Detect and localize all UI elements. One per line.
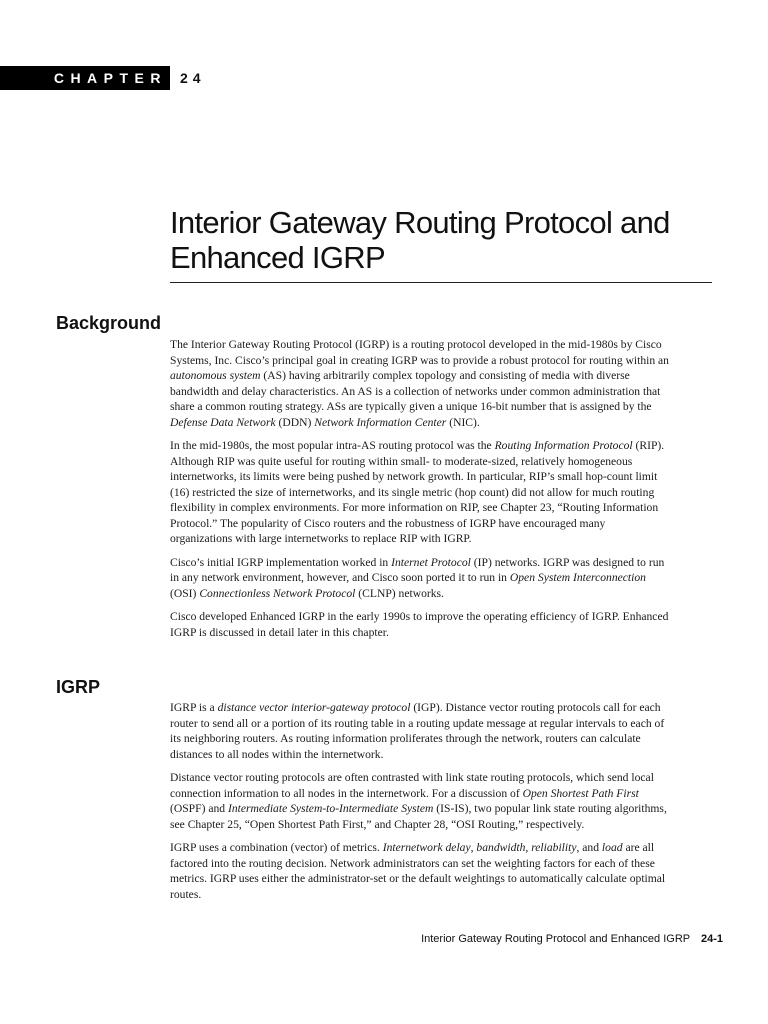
page-footer — [421, 933, 723, 945]
chapter-number: 24 — [180, 70, 206, 86]
emphasis-term: distance vector interior-gateway protocol — [217, 701, 411, 714]
emphasis-term: Network Information Center — [314, 415, 447, 429]
paragraph: Distance vector routing protocols are often contrasted with link state routing protocols, which send local connection information to all nodes in the internetwork. For a discussion of Open Shortest Path First (OSPF) and Intermediate System-to-Intermediate System (IS-IS), two popular link state routing algorithms, see Chapter 25, “Open Shortest Path First,” and Chapter 28, “OSI Routing,” respectively. — [170, 771, 667, 831]
footer-page-number: 24-1 — [700, 933, 723, 945]
paragraph: In the mid-1980s, the most popular intra-AS routing protocol was the Routing Information Protocol (RIP). Although RIP was quite useful for routing within small- to moderate-sized, relatively homogeneous internetworks, its limits were being pushed by network growth. In particular, RIP’s small hop-count limit (16) restricted the size of internetworks, and its single metric (hop count) did not allow for much routing flexibility in complex environments. For more information on RIP, see Chapter 23, “Routing Information Protocol.” The popularity of Cisco routers and the robustness of IGRP have encouraged many organizations with large internetworks to replace RIP with IGRP. — [170, 439, 665, 545]
footer-running-title: Interior Gateway Routing Protocol and Enhanced IGRP — [421, 933, 690, 945]
emphasis-term: Intermediate System-to-Intermediate System — [227, 802, 434, 815]
paragraph: Cisco developed Enhanced IGRP in the early 1990s to improve the operating efficiency of IGRP. Enhanced IGRP is discussed in detail later in this chapter. — [170, 610, 669, 639]
emphasis-term: Internetwork delay — [382, 841, 471, 854]
emphasis-term: Open System Interconnection — [509, 571, 646, 584]
chapter-label-bar — [0, 66, 170, 90]
paragraph: IGRP uses a combination (vector) of metrics. Internetwork delay, bandwidth, reliability, and load are all factored into the routing decision. Network administrators can set the weighting factors for each of these metrics. IGRP uses either the administrator-set or the default weightings to automatically calculate optimal routes. — [170, 841, 666, 901]
emphasis-term: bandwidth — [476, 841, 526, 854]
title-divider — [170, 282, 712, 283]
section-heading-igrp: IGRP — [56, 677, 101, 697]
paragraph: Cisco’s initial IGRP implementation worked in Internet Protocol (IP) networks. IGRP was designed to run in any network environment, however, and Cisco soon ported it to run in Open System Interconnection (OSI) Connectionless Network Protocol (CLNP) networks. — [170, 555, 665, 600]
emphasis-term: Open Shortest Path First — [522, 786, 639, 800]
section-body-background — [170, 337, 670, 648]
emphasis-term: Connectionless Network Protocol — [199, 586, 356, 600]
section-body-igrp — [170, 700, 670, 910]
section-heading-background: Background — [56, 313, 162, 333]
paragraph: IGRP is a distance vector interior-gateway protocol (IGP). Distance vector routing protocols call for each router to send all or a portion of its routing table in a routing update message at regular intervals to each of its neighboring routers. As routing information proliferates through the network, routers can calculate distances to all nodes within the internetwork. — [170, 701, 665, 761]
emphasis-term: autonomous system — [170, 369, 261, 382]
emphasis-term: reliability — [531, 841, 577, 854]
emphasis-term: Routing Information Protocol — [494, 439, 633, 452]
page-title — [170, 205, 730, 275]
page-title-line-1: Interior Gateway Routing Protocol and — [170, 205, 670, 240]
emphasis-term: Internet Protocol — [391, 555, 471, 569]
chapter-label: CHAPTER — [53, 70, 167, 86]
emphasis-term: Defense Data Network — [170, 415, 276, 429]
paragraph: The Interior Gateway Routing Protocol (IGRP) is a routing protocol developed in the mid-1980s by Cisco Systems, Inc. Cisco’s principal goal in creating IGRP was to provide a robust protocol for routing within an autonomous system (AS) having arbitrarily complex topology and consisting of media with diverse bandwidth and delay characteristics. An AS is a collection of networks under common administration that share a common routing strategy. ASs are typically given a unique 16-bit number that is assigned by the Defense Data Network (DDN) Network Information Center (NIC). — [170, 338, 669, 429]
page-title-line-2: Enhanced IGRP — [170, 240, 385, 275]
emphasis-term: load — [601, 841, 623, 854]
